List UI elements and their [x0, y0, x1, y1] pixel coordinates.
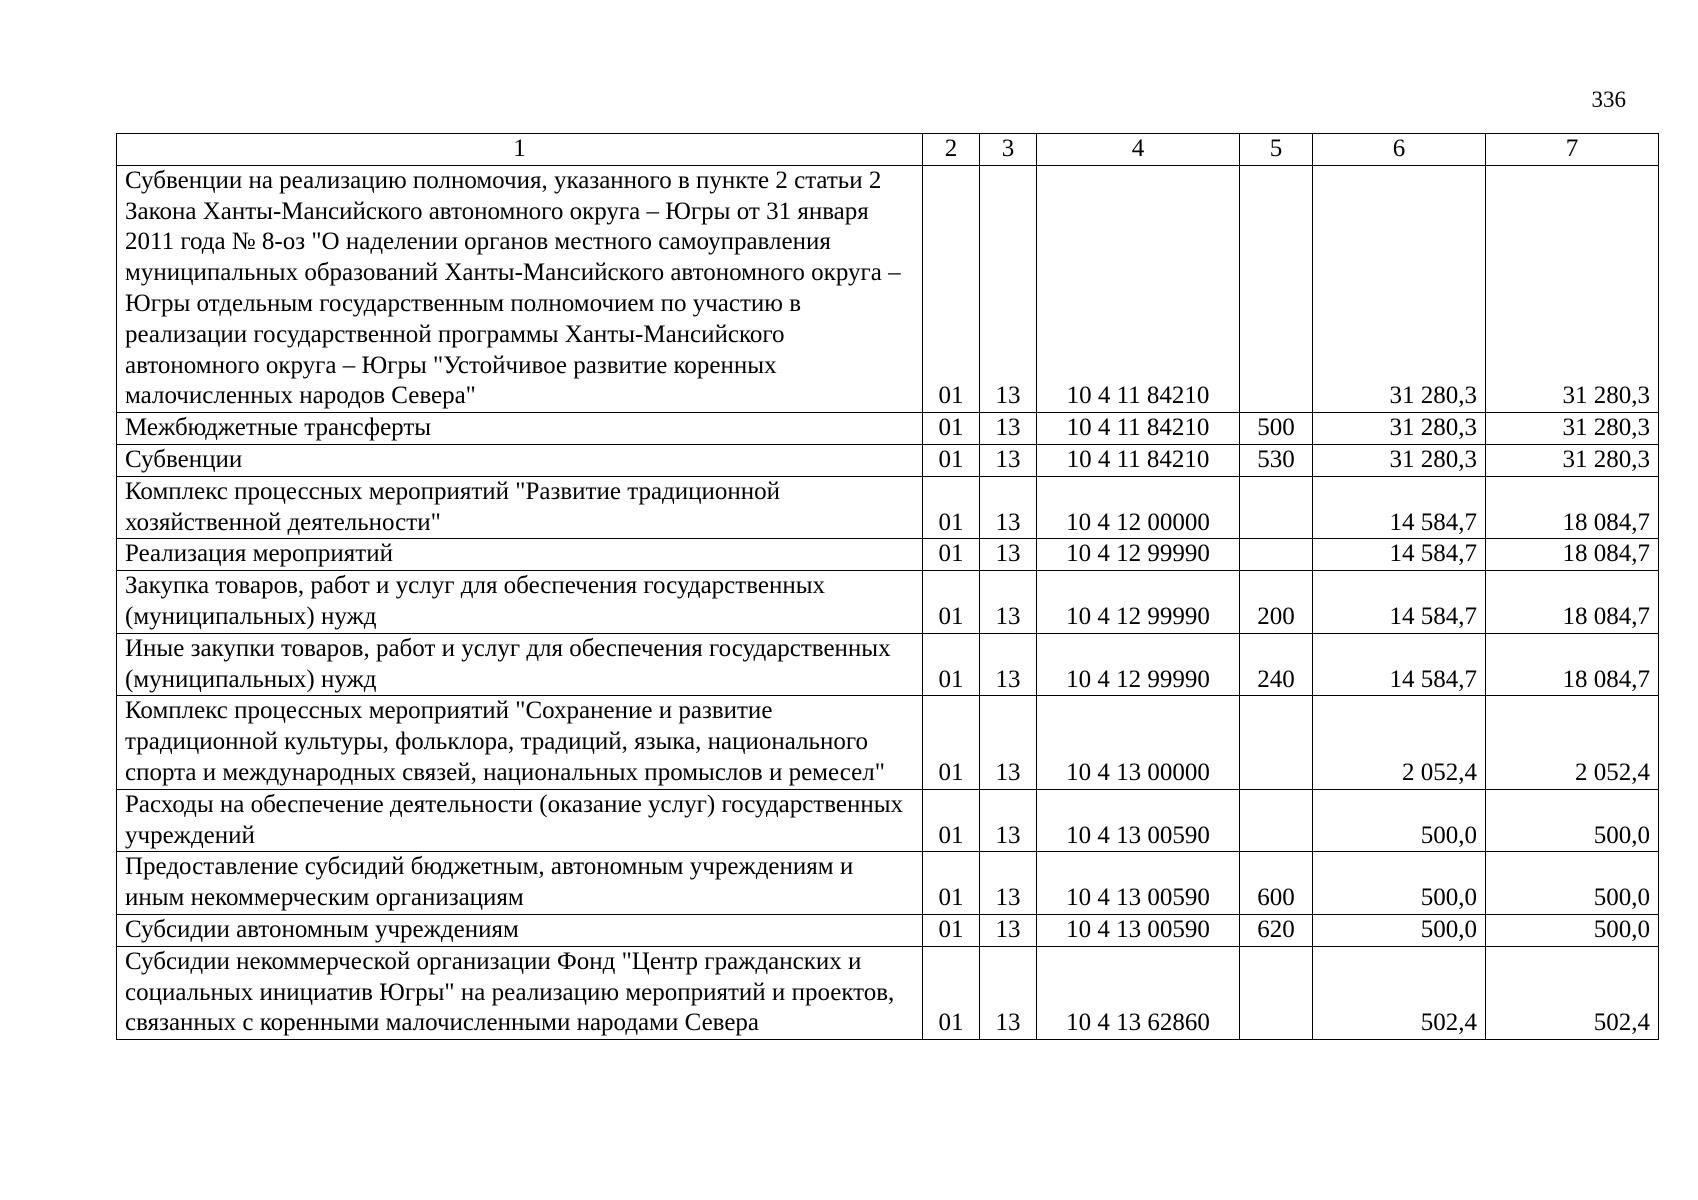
row-amount-2-cell: 18 084,7 [1486, 571, 1659, 634]
row-target-article-cell: 10 4 12 99990 [1037, 539, 1240, 571]
table-row [117, 789, 1659, 852]
row-amount-2-cell: 18 084,7 [1486, 633, 1659, 696]
row-amount-1-cell: 500,0 [1313, 852, 1486, 915]
row-amount-2-cell: 31 280,3 [1486, 165, 1659, 412]
row-amount-1-cell: 500,0 [1313, 789, 1486, 852]
row-name-cell: Реализация мероприятий [117, 539, 923, 571]
page-number: 336 [1591, 87, 1626, 112]
row-section-cell: 01 [923, 165, 980, 412]
row-subsection-cell: 13 [980, 539, 1037, 571]
row-section-cell: 01 [923, 476, 980, 539]
row-subsection-cell: 13 [980, 696, 1037, 789]
row-amount-2-cell: 502,4 [1486, 946, 1659, 1039]
row-target-article-cell: 10 4 13 62860 [1037, 946, 1240, 1039]
table-row [117, 852, 1659, 915]
header-col-1: 1 [117, 134, 923, 166]
row-section-cell: 01 [923, 789, 980, 852]
row-target-article-cell: 10 4 12 00000 [1037, 476, 1240, 539]
table-row [117, 444, 1659, 476]
row-target-article-cell: 10 4 13 00590 [1037, 789, 1240, 852]
row-name-cell: Субвенции на реализацию полномочия, указанного в пункте 2 статьи 2 Закона Ханты-Мансийского автономного округа – Югры от 31 января 2011 года № 8-оз "О наделении органов местного самоуправления муниципальных образований Ханты-Мансийского автономного округа – Югры отдельным государственным полномочием по участию в реализации государственной программы Ханты-Мансийского автономного округа – Югры "Устойчивое развитие коренных малочисленных народов Севера" [117, 165, 923, 412]
table-row [117, 476, 1659, 539]
table-row [117, 914, 1659, 946]
header-col-3: 3 [980, 134, 1037, 166]
row-target-article-cell: 10 4 11 84210 [1037, 444, 1240, 476]
row-section-cell: 01 [923, 571, 980, 634]
row-amount-2-cell: 500,0 [1486, 789, 1659, 852]
row-subsection-cell: 13 [980, 852, 1037, 915]
row-expense-type-cell [1240, 539, 1313, 571]
table-row [117, 165, 1659, 412]
header-col-7: 7 [1486, 134, 1659, 166]
header-col-5: 5 [1240, 134, 1313, 166]
row-target-article-cell: 10 4 11 84210 [1037, 165, 1240, 412]
row-amount-1-cell: 14 584,7 [1313, 476, 1486, 539]
row-amount-1-cell: 14 584,7 [1313, 633, 1486, 696]
row-name-cell: Субсидии автономным учреждениям [117, 914, 923, 946]
header-col-6: 6 [1313, 134, 1486, 166]
row-expense-type-cell: 530 [1240, 444, 1313, 476]
row-name-cell: Закупка товаров, работ и услуг для обеспечения государственных (муниципальных) нужд [117, 571, 923, 634]
row-section-cell: 01 [923, 852, 980, 915]
row-section-cell: 01 [923, 696, 980, 789]
row-target-article-cell: 10 4 11 84210 [1037, 413, 1240, 445]
row-expense-type-cell: 500 [1240, 413, 1313, 445]
row-target-article-cell: 10 4 12 99990 [1037, 633, 1240, 696]
row-expense-type-cell [1240, 789, 1313, 852]
row-section-cell: 01 [923, 444, 980, 476]
row-target-article-cell: 10 4 13 00590 [1037, 852, 1240, 915]
row-target-article-cell: 10 4 12 99990 [1037, 571, 1240, 634]
row-name-cell: Субвенции [117, 444, 923, 476]
row-expense-type-cell [1240, 946, 1313, 1039]
table-row [117, 946, 1659, 1039]
row-section-cell: 01 [923, 914, 980, 946]
row-amount-1-cell: 31 280,3 [1313, 165, 1486, 412]
row-name-cell: Расходы на обеспечение деятельности (оказание услуг) государственных учреждений [117, 789, 923, 852]
row-amount-2-cell: 31 280,3 [1486, 413, 1659, 445]
row-amount-1-cell: 500,0 [1313, 914, 1486, 946]
header-col-4: 4 [1037, 134, 1240, 166]
row-amount-1-cell: 14 584,7 [1313, 571, 1486, 634]
table-row [117, 696, 1659, 789]
table-header-row [117, 134, 1659, 166]
row-expense-type-cell: 200 [1240, 571, 1313, 634]
row-amount-2-cell: 18 084,7 [1486, 539, 1659, 571]
row-subsection-cell: 13 [980, 165, 1037, 412]
row-name-cell: Комплекс процессных мероприятий "Развитие традиционной хозяйственной деятельности" [117, 476, 923, 539]
row-section-cell: 01 [923, 539, 980, 571]
row-name-cell: Межбюджетные трансферты [117, 413, 923, 445]
row-name-cell: Предоставление субсидий бюджетным, автономным учреждениям и иным некоммерческим организациям [117, 852, 923, 915]
row-target-article-cell: 10 4 13 00000 [1037, 696, 1240, 789]
row-expense-type-cell: 600 [1240, 852, 1313, 915]
row-subsection-cell: 13 [980, 633, 1037, 696]
row-amount-2-cell: 31 280,3 [1486, 444, 1659, 476]
row-subsection-cell: 13 [980, 476, 1037, 539]
row-amount-2-cell: 18 084,7 [1486, 476, 1659, 539]
row-amount-1-cell: 2 052,4 [1313, 696, 1486, 789]
row-subsection-cell: 13 [980, 946, 1037, 1039]
row-name-cell: Субсидии некоммерческой организации Фонд "Центр гражданских и социальных инициатив Югры" на реализацию мероприятий и проектов, связанных с коренными малочисленными народами Севера [117, 946, 923, 1039]
row-name-cell: Комплекс процессных мероприятий "Сохранение и развитие традиционной культуры, фольклора, традиций, языка, национального спорта и международных связей, национальных промыслов и ремесел" [117, 696, 923, 789]
row-amount-2-cell: 2 052,4 [1486, 696, 1659, 789]
row-amount-1-cell: 14 584,7 [1313, 539, 1486, 571]
row-amount-1-cell: 31 280,3 [1313, 413, 1486, 445]
header-col-2: 2 [923, 134, 980, 166]
row-section-cell: 01 [923, 633, 980, 696]
table-row [117, 571, 1659, 634]
row-subsection-cell: 13 [980, 914, 1037, 946]
row-amount-2-cell: 500,0 [1486, 914, 1659, 946]
table-body [117, 134, 1659, 1040]
row-name-cell: Иные закупки товаров, работ и услуг для обеспечения государственных (муниципальных) нужд [117, 633, 923, 696]
row-expense-type-cell [1240, 476, 1313, 539]
row-subsection-cell: 13 [980, 571, 1037, 634]
row-target-article-cell: 10 4 13 00590 [1037, 914, 1240, 946]
table-row [117, 539, 1659, 571]
row-expense-type-cell: 240 [1240, 633, 1313, 696]
row-amount-2-cell: 500,0 [1486, 852, 1659, 915]
budget-table [116, 133, 1659, 1040]
row-expense-type-cell [1240, 696, 1313, 789]
table-row [117, 413, 1659, 445]
row-section-cell: 01 [923, 413, 980, 445]
row-amount-1-cell: 502,4 [1313, 946, 1486, 1039]
row-section-cell: 01 [923, 946, 980, 1039]
row-expense-type-cell [1240, 165, 1313, 412]
row-expense-type-cell: 620 [1240, 914, 1313, 946]
row-subsection-cell: 13 [980, 789, 1037, 852]
row-amount-1-cell: 31 280,3 [1313, 444, 1486, 476]
row-subsection-cell: 13 [980, 413, 1037, 445]
table-row [117, 633, 1659, 696]
row-subsection-cell: 13 [980, 444, 1037, 476]
